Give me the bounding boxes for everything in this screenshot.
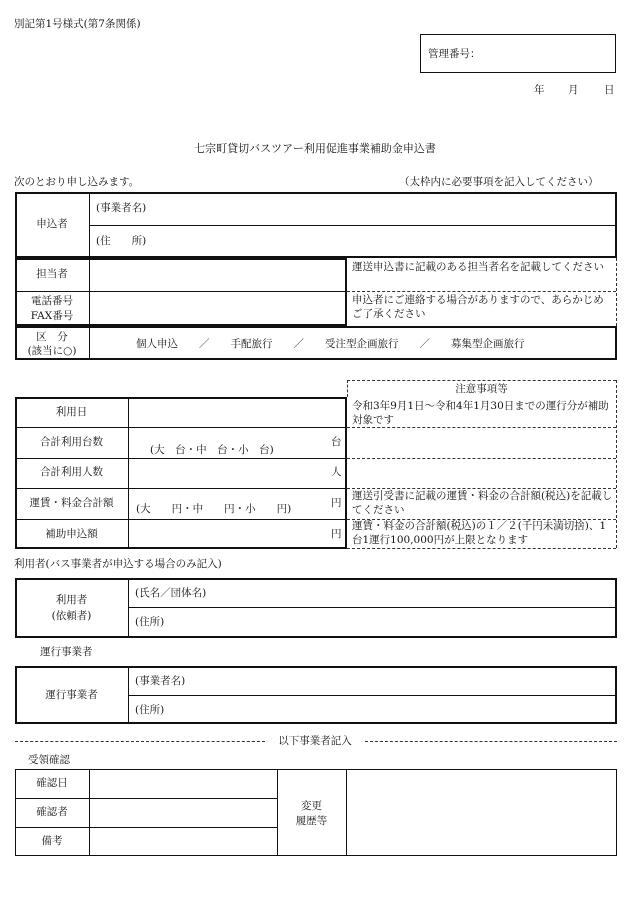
notes-header: 注意事項等 <box>455 383 508 395</box>
management-number-box[interactable] <box>420 34 616 73</box>
company-name-hint: (事業者名) <box>96 202 147 214</box>
people-count-unit: 人 <box>331 466 342 478</box>
fare-total-detail: (大 円・中 円・小 円) <box>136 503 292 515</box>
subsidy-note: 運賃・料金の合計額(税込)の１／２(千円未満切捨)、1台1運行100,000円が上限となります <box>352 520 607 546</box>
usage-date-note: 令和3年9月1日～令和4年1月30日までの運行分が補助対象です <box>352 400 609 426</box>
company-name-field[interactable] <box>90 194 615 224</box>
category-options[interactable]: 個人申込 ／ 手配旅行 ／ 受注型企画旅行 ／ 募集型企画旅行 <box>136 338 525 350</box>
person-field[interactable] <box>90 260 345 290</box>
intro-text: 次のとおり申し込みます。 <box>14 176 140 188</box>
history-sub-label: 履歴等 <box>295 815 328 827</box>
divider-text: 以下事業者記入 <box>278 735 352 747</box>
user-sub-label: (依頼者) <box>51 610 92 622</box>
subsidy-field[interactable] <box>129 521 329 547</box>
people-count-label: 合計利用人数 <box>40 466 103 478</box>
user-name-field[interactable] <box>129 580 615 606</box>
confirm-date-label: 確認日 <box>36 777 68 789</box>
operator-company-field[interactable] <box>129 668 615 694</box>
fare-total-note: 運送引受書に記載の運賃・料金の合計額(税込)を記載してください <box>352 490 613 516</box>
usage-date-field[interactable] <box>129 399 345 426</box>
fare-total-unit: 円 <box>331 497 342 509</box>
phone-note: 申込者にご連絡する場合がありますので、あらかじめご了承ください <box>352 294 604 320</box>
confirm-date-field[interactable] <box>90 770 276 797</box>
form-id: 別記第1号様式(第7条関係) <box>14 18 141 30</box>
user-name-hint: (氏名／団体名) <box>135 587 207 599</box>
category-sub-label: (該当に○) <box>27 345 77 357</box>
bus-count-label: 合計利用台数 <box>40 436 103 448</box>
receipt-heading: 受領確認 <box>28 754 70 766</box>
operator-address-field[interactable] <box>129 697 615 722</box>
confirmer-label: 確認者 <box>36 806 68 818</box>
date-year: 年 <box>534 84 545 96</box>
date-month: 月 <box>568 84 579 96</box>
subsidy-label: 補助申込額 <box>45 528 98 540</box>
bus-count-unit: 台 <box>331 436 342 448</box>
history-field[interactable] <box>347 770 616 855</box>
operator-section-heading: 運行事業者 <box>40 646 93 658</box>
user-label: 利用者 <box>55 594 88 606</box>
instruction-text: （太枠内に必要事項を記入してください） <box>399 176 599 188</box>
fax-label: FAX番号 <box>30 310 74 322</box>
category-label: 区 分 <box>36 331 68 343</box>
fare-total-field[interactable] <box>129 490 329 518</box>
user-address-field[interactable] <box>129 609 615 636</box>
address-hint: (住 所) <box>96 235 147 247</box>
confirmer-field[interactable] <box>90 799 276 826</box>
history-label: 変更 <box>301 800 322 812</box>
user-section-heading: 利用者(バス事業者が申込する場合のみ記入) <box>14 558 222 570</box>
usage-date-label: 利用日 <box>55 406 88 418</box>
divider-right <box>365 741 617 742</box>
phone-fax-field[interactable] <box>90 293 345 324</box>
document-title: 七宗町貸切バスツアー利用促進事業補助金申込書 <box>194 142 436 155</box>
address-field[interactable] <box>90 227 615 257</box>
divider-left <box>15 741 265 742</box>
remarks-label: 備考 <box>41 835 63 847</box>
user-address-hint: (住所) <box>135 616 165 628</box>
bus-count-detail: (大 台・中 台・小 台) <box>150 444 274 456</box>
management-number-label: 管理番号： <box>428 48 481 60</box>
person-label: 担当者 <box>36 268 68 280</box>
person-note: 運送申込書に記載のある担当者名を記載してください <box>352 261 604 273</box>
operator-label: 運行事業者 <box>45 689 98 701</box>
remarks-field[interactable] <box>90 828 276 855</box>
people-count-field[interactable] <box>129 460 329 487</box>
date-day: 日 <box>604 84 615 96</box>
operator-company-hint: (事業者名) <box>135 675 186 687</box>
phone-label: 電話番号 <box>31 295 73 307</box>
subsidy-unit: 円 <box>331 528 342 540</box>
operator-address-hint: (住所) <box>135 704 165 716</box>
applicant-label: 申込者 <box>36 218 68 230</box>
bus-count-field[interactable] <box>129 429 329 457</box>
fare-total-label: 運賃・料金合計額 <box>29 497 114 509</box>
